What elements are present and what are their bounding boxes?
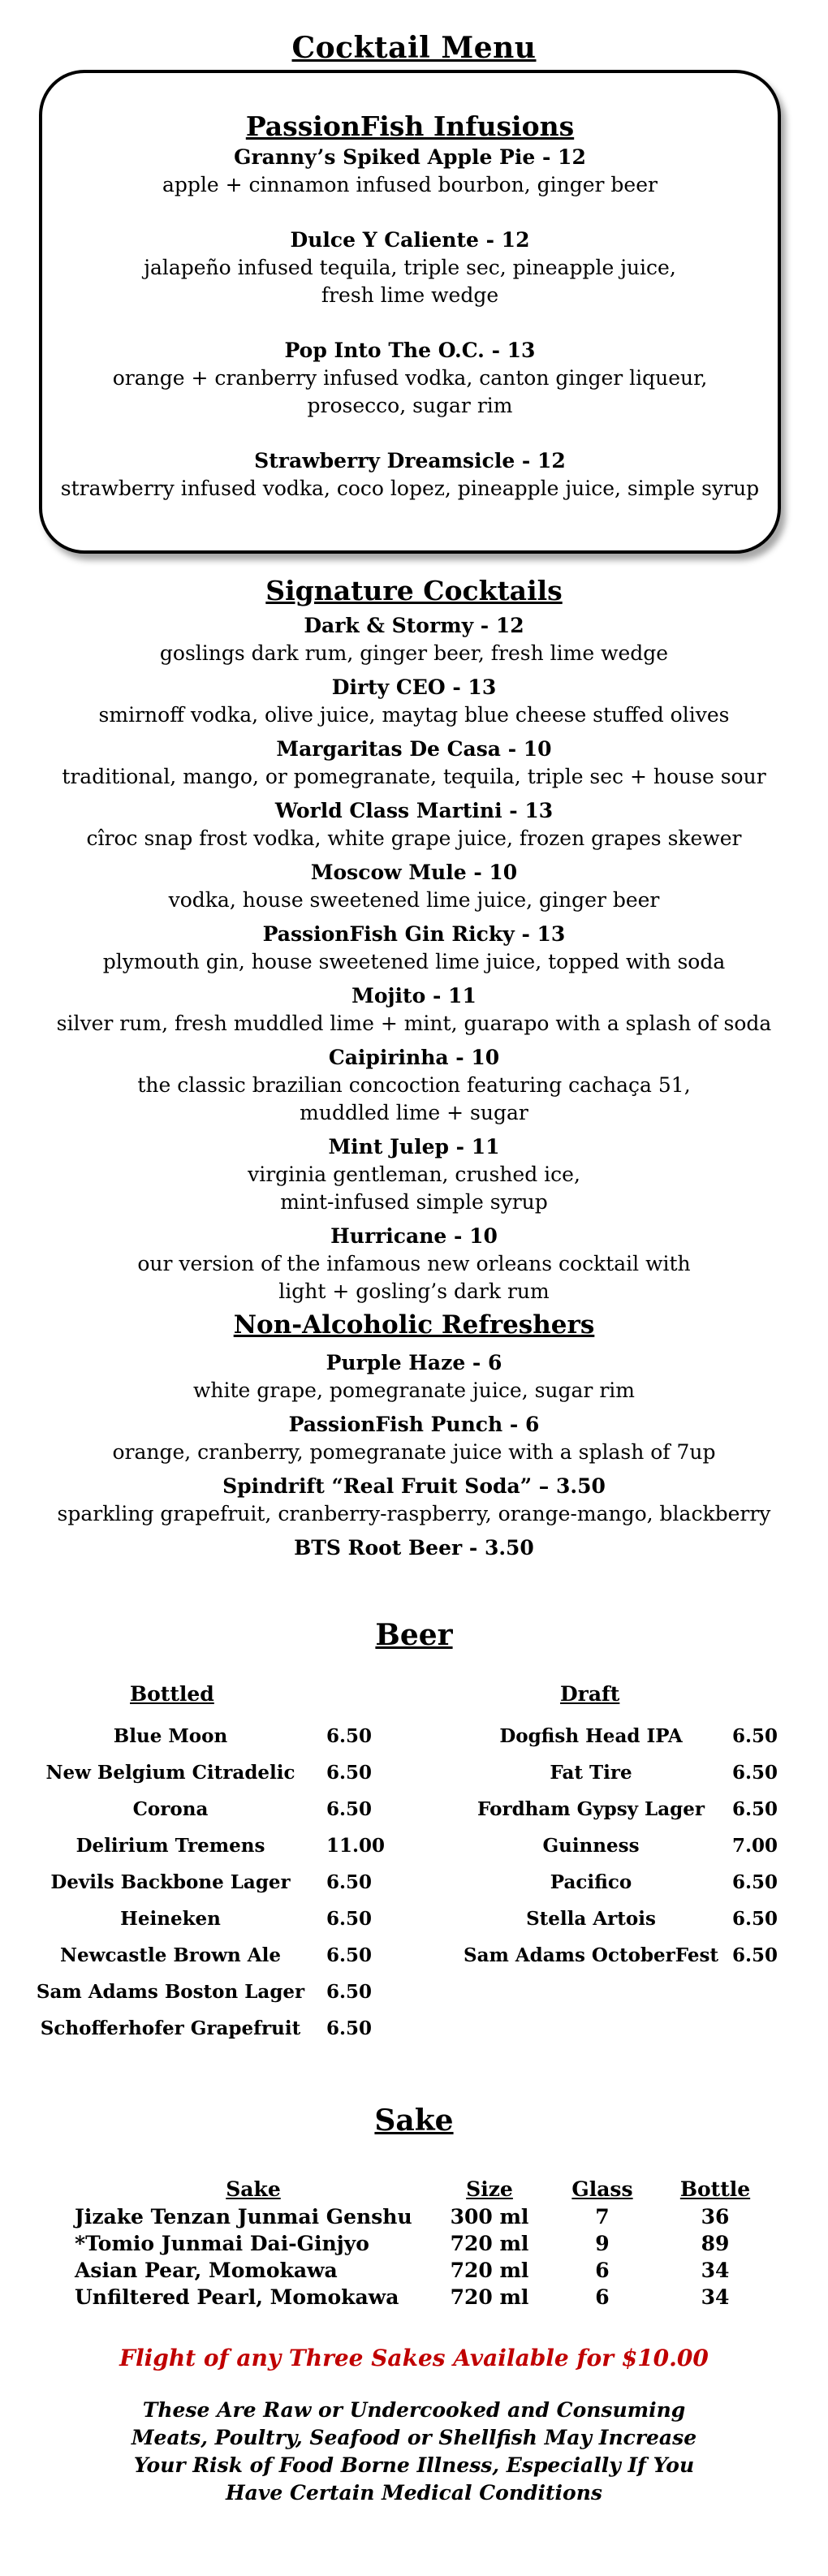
warning-line: Meats, Poultry, Seafood or Shellfish May Increase [131, 2426, 697, 2449]
non-alcoholic-list [0, 1349, 828, 1568]
warning-line: Your Risk of Food Borne Illness, Especially If You [133, 2453, 695, 2477]
item-name: World Class Martini - 13 [274, 799, 554, 822]
beer-name: Pacifico [550, 1871, 632, 1893]
page-title: Cocktail Menu [291, 31, 537, 65]
beer-name: Delirium Tremens [75, 1835, 265, 1857]
beer-price: 6.50 [326, 1981, 373, 2003]
non-alcoholic-heading: Non-Alcoholic Refreshers [233, 1310, 595, 1340]
item-name: Strawberry Dreamsicle - 12 [254, 449, 566, 472]
sake-cell: 720 ml [450, 2232, 529, 2255]
cocktail-item [0, 1133, 828, 1216]
sake-cell: 7 [595, 2205, 610, 2229]
beer-name: Blue Moon [113, 1725, 228, 1747]
item-description: jalapeño infused tequila, triple sec, pineapple juice, [144, 256, 676, 279]
item-name: Dark & Stormy - 12 [304, 614, 524, 637]
sake-cell: 6 [595, 2259, 610, 2282]
item-description: orange, cranberry, pomegranate juice with a splash of 7up [112, 1440, 716, 1464]
sake-cell: 300 ml [450, 2205, 529, 2229]
cocktail-item [0, 674, 828, 729]
cocktail-item [0, 797, 828, 852]
sake-cell: 36 [701, 2205, 730, 2229]
refresher-item [0, 1473, 828, 1528]
item-name: Mojito - 11 [351, 984, 477, 1008]
beer-price: 6.50 [732, 1908, 778, 1930]
infusion-item [42, 447, 778, 503]
beer-name: Guinness [542, 1835, 640, 1857]
cocktail-item [0, 1223, 828, 1305]
signature-list [0, 612, 828, 1312]
refresher-item [0, 1411, 828, 1466]
beer-name: Schofferhofer Grapefruit [40, 2017, 301, 2039]
item-name: Spindrift “Real Fruit Soda” – 3.50 [222, 1474, 606, 1498]
beer-name: Sam Adams Boston Lager [36, 1981, 305, 2003]
beer-name: Fordham Gypsy Lager [477, 1798, 705, 1820]
item-description: sparkling grapefruit, cranberry-raspberry, orange-mango, blackberry [57, 1502, 771, 1525]
refresher-item [0, 1349, 828, 1405]
health-warning [0, 2397, 828, 2507]
item-description: traditional, mango, or pomegranate, tequila, triple sec + house sour [62, 765, 766, 788]
beer-price: 6.50 [326, 1871, 373, 1893]
sake-cell: 6 [595, 2285, 610, 2309]
sake-column-header: Size [466, 2177, 513, 2201]
beer-heading: Beer [375, 1618, 453, 1652]
beer-price: 6.50 [732, 1725, 778, 1747]
beer-name: Stella Artois [526, 1908, 656, 1930]
item-name: Moscow Mule - 10 [310, 861, 518, 884]
beer-name: Heineken [120, 1908, 221, 1930]
item-description: muddled lime + sugar [300, 1101, 528, 1124]
beer-price: 6.50 [326, 1944, 373, 1966]
item-name: Pop Into The O.C. - 13 [284, 339, 536, 362]
beer-price: 6.50 [326, 1908, 373, 1930]
sake-cell: 89 [701, 2232, 730, 2255]
sake-cell: Unfiltered Pearl, Momokawa [75, 2285, 399, 2309]
item-description: the classic brazilian concoction featuring cachaça 51, [137, 1073, 691, 1097]
beer-price: 6.50 [326, 2017, 373, 2039]
warning-line: These Are Raw or Undercooked and Consuming [142, 2398, 686, 2422]
item-description: light + gosling’s dark rum [278, 1279, 550, 1303]
cocktail-item [0, 859, 828, 914]
item-description: vodka, house sweetened lime juice, ginger beer [168, 888, 660, 912]
sake-cell: 9 [595, 2232, 610, 2255]
item-name: PassionFish Gin Ricky - 13 [262, 922, 566, 946]
refresher-item [0, 1534, 828, 1562]
item-description: strawberry infused vodka, coco lopez, pineapple juice, simple syrup [60, 477, 760, 500]
sake-column-header: Sake [226, 2177, 281, 2201]
item-description: prosecco, sugar rim [307, 394, 513, 417]
sake-cell: 34 [701, 2259, 730, 2282]
sake-cell: 720 ml [450, 2285, 529, 2309]
beer-name: Newcastle Brown Ale [60, 1944, 281, 1966]
beer-name: Devils Backbone Lager [50, 1871, 291, 1893]
signature-heading: Signature Cocktails [265, 575, 563, 606]
beer-name: Dogfish Head IPA [499, 1725, 683, 1747]
warning-line: Have Certain Medical Conditions [226, 2481, 602, 2505]
beer-name: New Belgium Citradelic [45, 1762, 295, 1784]
beer-price: 6.50 [326, 1725, 373, 1747]
sake-heading: Sake [374, 2104, 454, 2138]
beer-price: 6.50 [326, 1762, 373, 1784]
infusions-list [42, 110, 778, 530]
item-name: Mint Julep - 11 [328, 1135, 500, 1159]
cocktail-item [0, 1044, 828, 1127]
cocktail-item [0, 921, 828, 976]
item-description: mint-infused simple syrup [280, 1190, 548, 1214]
item-description: orange + cranberry infused vodka, canton ginger liqueur, [112, 366, 708, 390]
infusion-item [42, 337, 778, 420]
cocktail-item [0, 612, 828, 667]
beer-name: Fat Tire [550, 1762, 632, 1784]
beer-price: 6.50 [732, 1798, 778, 1820]
item-description: virginia gentleman, crushed ice, [248, 1163, 580, 1186]
beer-price: 6.50 [326, 1798, 373, 1820]
beer-name: Corona [132, 1798, 209, 1820]
item-name: Dirty CEO - 13 [331, 675, 497, 699]
infusion-item [42, 227, 778, 309]
item-name: Granny’s Spiked Apple Pie - 12 [234, 145, 586, 169]
item-name: Margaritas De Casa - 10 [276, 737, 552, 761]
cocktail-item [0, 736, 828, 791]
sake-cell: 34 [701, 2285, 730, 2309]
item-description: apple + cinnamon infused bourbon, ginger beer [162, 173, 658, 196]
sake-cell: Jizake Tenzan Junmai Genshu [75, 2205, 412, 2229]
item-description: plymouth gin, house sweetened lime juice, topped with soda [102, 950, 726, 973]
bottled-heading: Bottled [130, 1682, 214, 1706]
flight-note: Flight of any Three Sakes Available for $10.00 [119, 2345, 709, 2371]
item-name: Purple Haze - 6 [326, 1351, 502, 1374]
item-description: fresh lime wedge [321, 283, 499, 307]
item-name: BTS Root Beer - 3.50 [294, 1536, 534, 1560]
item-description: silver rum, fresh muddled lime + mint, guarapo with a splash of soda [56, 1012, 772, 1035]
sake-column-header: Bottle [679, 2177, 751, 2201]
item-name: Dulce Y Caliente - 12 [290, 228, 530, 252]
beer-price: 6.50 [732, 1871, 778, 1893]
cocktail-item [0, 982, 828, 1038]
item-description: white grape, pomegranate juice, sugar rim [193, 1379, 635, 1402]
item-description: goslings dark rum, ginger beer, fresh lime wedge [159, 641, 669, 665]
infusion-item [42, 144, 778, 199]
sake-cell: 720 ml [450, 2259, 529, 2282]
beer-price: 6.50 [732, 1944, 778, 1966]
item-name: Hurricane - 10 [330, 1224, 498, 1248]
sake-column-header: Glass [571, 2177, 633, 2201]
item-description: cîroc snap frost vodka, white grape juice, frozen grapes skewer [86, 826, 742, 850]
draft-heading: Draft [560, 1682, 620, 1706]
beer-price: 6.50 [732, 1762, 778, 1784]
item-description: our version of the infamous new orleans cocktail with [137, 1252, 691, 1275]
sake-cell: *Tomio Junmai Dai-Ginjyo [75, 2232, 369, 2255]
beer-name: Sam Adams OctoberFest [463, 1944, 719, 1966]
beer-price: 7.00 [732, 1835, 778, 1857]
item-name: Caipirinha - 10 [328, 1046, 500, 1069]
item-name: PassionFish Punch - 6 [288, 1413, 540, 1436]
infusions-heading: PassionFish Infusions [245, 110, 575, 142]
infusions-box [39, 70, 781, 554]
beer-price: 11.00 [326, 1835, 386, 1857]
item-description: smirnoff vodka, olive juice, maytag blue cheese stuffed olives [98, 703, 730, 727]
sake-cell: Asian Pear, Momokawa [75, 2259, 338, 2282]
